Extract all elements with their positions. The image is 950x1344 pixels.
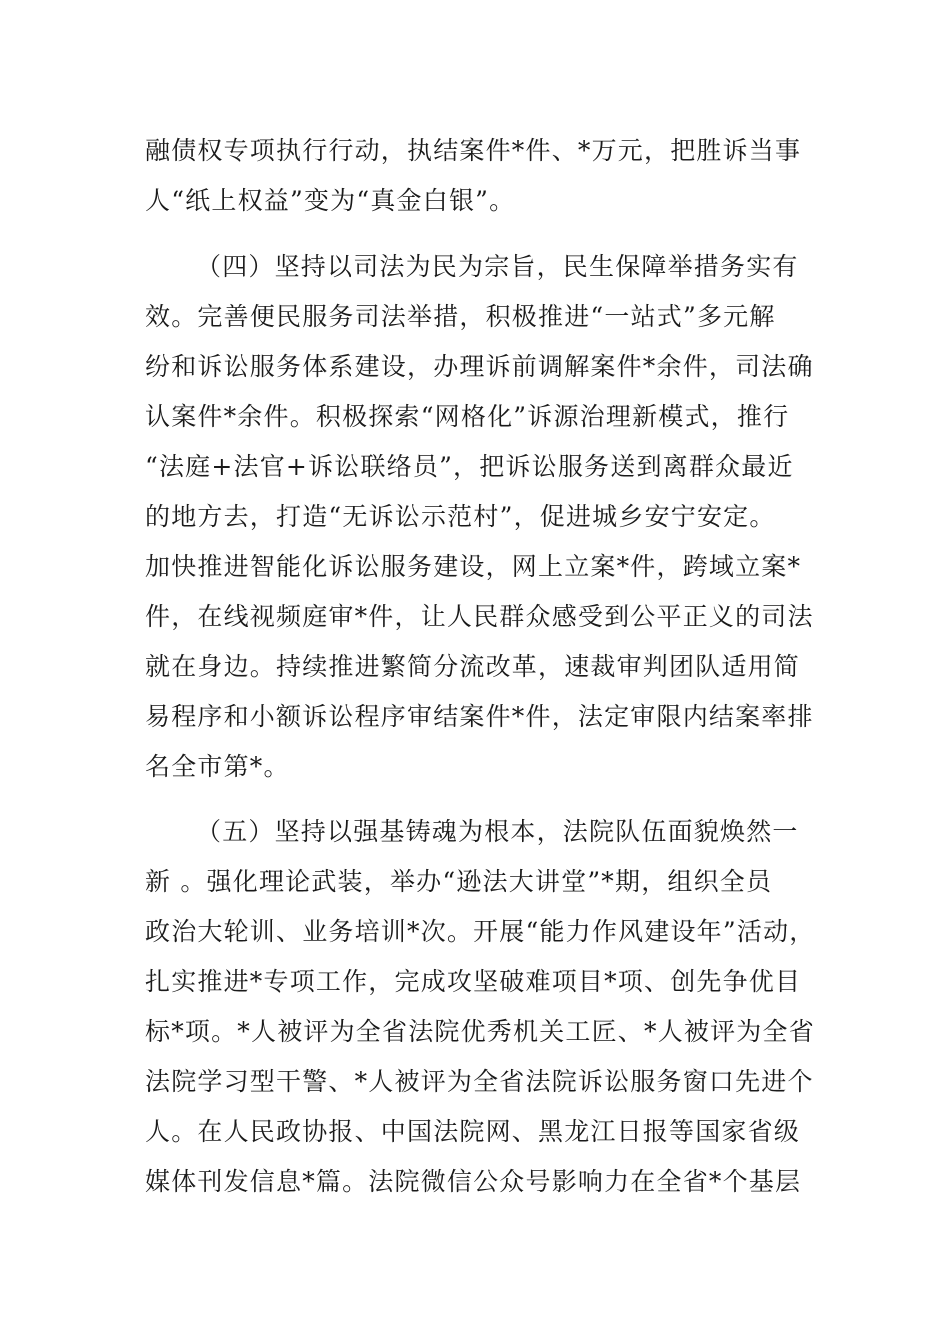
text-line: 人。在人民政协报、中国法院网、黑龙江日报等国家省级 — [145, 1117, 801, 1146]
text-line: 易程序和小额诉讼程序审结案件*件，法定审限内结案率排 — [145, 702, 814, 731]
text-line: 名全市第*。 — [145, 752, 290, 781]
text-line: 扎实推进*专项工作，完成攻坚破难项目*项、创先争优目 — [145, 967, 802, 996]
section-heading-5: （五）坚持以强基铸魂为根本，法院队伍面貌焕然一 — [196, 817, 799, 846]
text-line: 媒体刊发信息*篇。法院微信公众号影响力在全省*个基层 — [145, 1167, 802, 1196]
text-line: 件，在线视频庭审*件，让人民群众感受到公平正义的司法 — [145, 602, 814, 631]
text-line: 新 。强化理论武装，举办“逊法大讲堂”*期，组织全员 — [145, 867, 773, 896]
text-line: 认案件*余件。积极探索“网格化”诉源治理新模式，推行 — [145, 402, 790, 431]
text-line: 法院学习型干警、*人被评为全省法院诉讼服务窗口先进个 — [145, 1067, 814, 1096]
text-line: 加快推进智能化诉讼服务建设，网上立案*件，跨域立案* — [145, 552, 802, 581]
text-line: 就在身边。持续推进繁简分流改革，速裁审判团队适用简 — [145, 652, 801, 681]
text-line: “法庭+法官+诉讼联络员”，把诉讼服务送到离群众最近 — [145, 452, 794, 481]
text-line: 的地方去，打造“无诉讼示范村”，促进城乡安宁安定。 — [145, 502, 776, 531]
text-line: 标*项。*人被评为全省法院优秀机关工匠、*人被评为全省 — [145, 1017, 815, 1046]
text-line: 政治大轮训、业务培训*次。开展“能力作风建设年”活动， — [145, 917, 816, 946]
text-line: 效。完善便民服务司法举措，积极推进“一站式”多元解 — [145, 302, 776, 331]
text-line: 纷和诉讼服务体系建设，办理诉前调解案件*余件，司法确 — [145, 352, 814, 381]
text-line: 融债权专项执行行动，执结案件*件、*万元，把胜诉当事 — [145, 136, 802, 165]
text-line: 人“纸上权益”变为“真金白银”。 — [145, 186, 516, 215]
section-heading-4: （四）坚持以司法为民为宗旨，民生保障举措务实有 — [196, 252, 799, 281]
